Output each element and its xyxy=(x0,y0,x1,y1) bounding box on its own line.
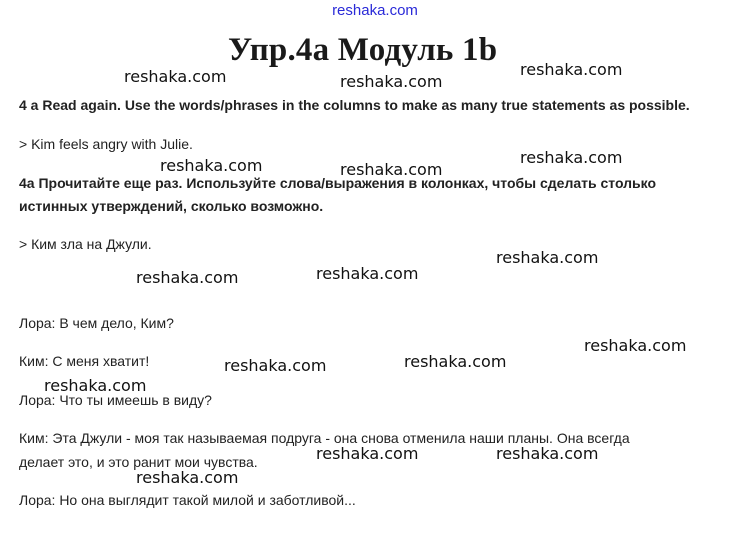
dialogue-line-4b: делает это, и это ранит мои чувства. xyxy=(19,454,258,470)
watermark: reshaka.com xyxy=(224,356,327,375)
watermark: reshaka.com xyxy=(520,60,623,79)
watermark: reshaka.com xyxy=(316,264,419,283)
task-russian-line-2: истинных утверждений, сколько возможно. xyxy=(19,198,324,214)
watermark: reshaka.com xyxy=(340,160,443,179)
watermark: reshaka.com xyxy=(496,444,599,463)
dialogue-line-5: Лора: Но она выглядит такой милой и заботливой... xyxy=(19,492,356,508)
task-russian-line-1: 4а Прочитайте еще раз. Используйте слова/выражения в колонках, чтобы сделать столько xyxy=(19,175,657,191)
dialogue-line-2: Ким: С меня хватит! xyxy=(19,353,150,369)
example-russian: > Ким зла на Джули. xyxy=(19,236,152,252)
dialogue-line-3: Лора: Что ты имеешь в виду? xyxy=(19,392,212,408)
task-english: 4 a Read again. Use the words/phrases in the columns to make as many true statements as possible. xyxy=(19,97,690,113)
watermark: reshaka.com xyxy=(44,376,147,395)
watermark: reshaka.com xyxy=(124,67,227,86)
watermark: reshaka.com xyxy=(404,352,507,371)
watermark: reshaka.com xyxy=(136,268,239,287)
watermark: reshaka.com xyxy=(496,248,599,267)
watermark: reshaka.com xyxy=(160,156,263,175)
site-link[interactable]: reshaka.com xyxy=(332,2,418,19)
watermark: reshaka.com xyxy=(340,72,443,91)
watermark: reshaka.com xyxy=(316,444,419,463)
watermark: reshaka.com xyxy=(136,468,239,487)
watermark: reshaka.com xyxy=(520,148,623,167)
watermark: reshaka.com xyxy=(584,336,687,355)
page-title: Упр.4а Модуль 1b xyxy=(228,32,498,68)
dialogue-line-4a: Ким: Эта Джули - моя так называемая подруга - она снова отменила наши планы. Она всегда xyxy=(19,430,630,446)
example-english: > Kim feels angry with Julie. xyxy=(19,136,193,152)
dialogue-line-1: Лора: В чем дело, Ким? xyxy=(19,315,174,331)
